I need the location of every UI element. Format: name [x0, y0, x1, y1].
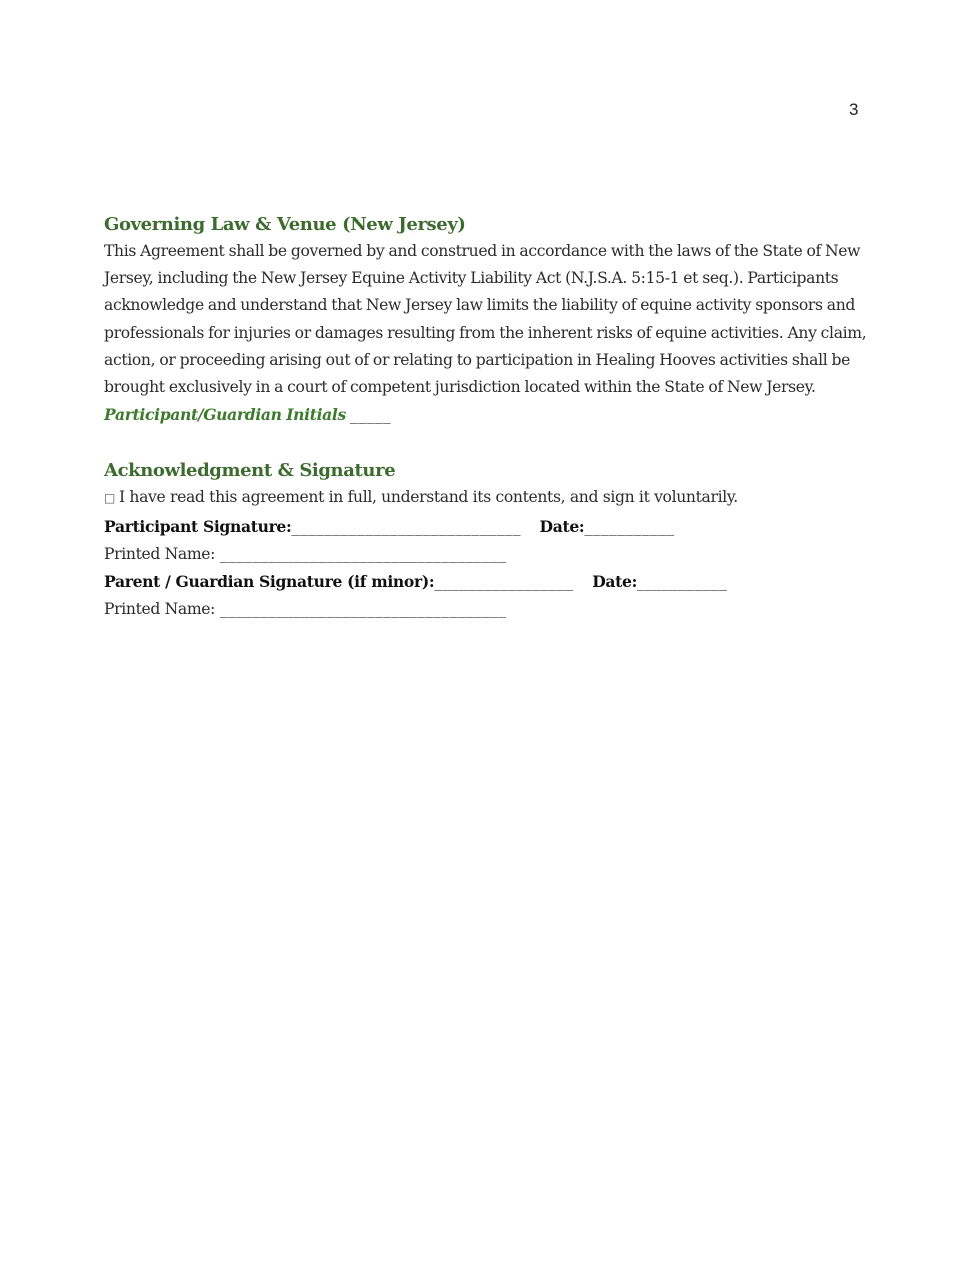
participant-signature-line [104, 513, 874, 541]
document-body [104, 211, 874, 623]
guardian-date-field[interactable]: ___________ [637, 573, 728, 592]
governing-law-text: This Agreement shall be governed by and construed in accordance with the laws of the State of New Jersey, including the New Jersey Equine Activity Liability Act (N.J.S.A. 5:15-1 et seq.). Participants acknowledge and understand that New Jersey law limits the liability of equine activity sponsors and professionals for injuries or damages resulting from the inherent risks of equine activities. Any claim, action, or proceeding arising out of or relating to participation in Healing Hooves activities shall be brought exclusively in a court of competent jurisdiction located within the State of New Jersey. [104, 242, 867, 397]
participant-signature-label: Participant Signature: [104, 516, 292, 536]
page-number: 3 [849, 100, 859, 119]
governing-law-paragraph [104, 238, 874, 429]
guardian-printed-name-line [104, 596, 874, 623]
governing-law-heading: Governing Law & Venue (New Jersey) [104, 214, 466, 235]
guardian-signature-label: Parent / Guardian Signature (if minor): [104, 572, 435, 592]
section-spacer [104, 429, 874, 457]
participant-printed-name-label: Printed Name: [104, 544, 216, 563]
participant-printed-name-line [104, 541, 874, 568]
guardian-printed-name-field[interactable]: ___________________________________ [219, 600, 507, 619]
acknowledgment-statement-line [104, 484, 874, 512]
acknowledgment-section [104, 457, 874, 623]
acknowledgment-statement: I have read this agreement in full, understand its contents, and sign it voluntarily. [119, 488, 738, 507]
acknowledgment-heading: Acknowledgment & Signature [104, 460, 396, 482]
initials-label: Participant/Guardian Initials [104, 405, 346, 425]
participant-date-label: Date: [539, 516, 585, 536]
initials-field[interactable]: _____ [350, 406, 392, 425]
guardian-printed-name-label: Printed Name: [104, 600, 216, 619]
participant-printed-name-field[interactable]: ___________________________________ [219, 544, 507, 563]
participant-date-field[interactable]: ___________ [584, 517, 675, 536]
governing-law-section [104, 211, 874, 429]
guardian-signature-field[interactable]: _________________ [434, 573, 574, 592]
guardian-date-label: Date: [592, 572, 637, 592]
checkbox-icon[interactable]: □ [104, 491, 115, 506]
guardian-signature-line [104, 568, 874, 596]
participant-signature-field[interactable]: ____________________________ [291, 517, 521, 536]
